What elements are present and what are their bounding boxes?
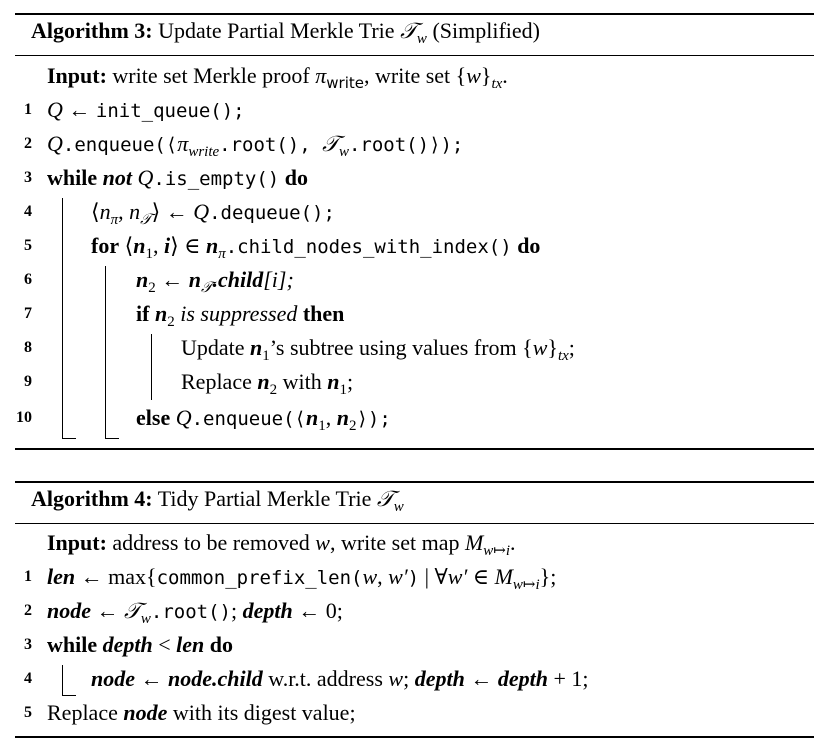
algorithm-3-line-1: 1 Q ← init_queue(); bbox=[24, 97, 245, 122]
algorithm-4-line-2: 2 node ← 𝒯$_w$.root(); depth ← 0; bbox=[24, 598, 343, 627]
algorithm-4-bottom-rule bbox=[15, 736, 814, 738]
algorithm-3-line-2: 2 $Q.enqueue(⟨\pi_{write}.root()$, 𝒯$_w$.root()⟩); bbox=[24, 131, 464, 160]
algorithm-3-label: Algorithm 3: bbox=[31, 18, 153, 43]
algorithm-3-line-8: 8 Update $n_1’s$ subtree using values from $\{w\}_{tx}$; bbox=[24, 335, 575, 364]
algorithm-4-line-1: 1 len ← max{common_prefix_len(w, w′) | ∀w′ ∈ $M_{w↦i}$}; bbox=[24, 564, 557, 593]
algorithm-3-line-4: 4 $⟨n_\pi$, $n_𝒯⟩$ ← Q.dequeue(); bbox=[24, 199, 335, 228]
algorithm-4-line-4: 4 node ← node.child w.r.t. address w; depth ← depth + 1; bbox=[24, 666, 589, 691]
if-block-bar bbox=[151, 334, 152, 400]
while-block-bar bbox=[62, 198, 63, 438]
while-block-bar-4 bbox=[62, 665, 63, 695]
algorithm-3-line-9: 9 Replace $n_2$ with $n_1$; bbox=[24, 369, 354, 398]
algorithm-3-bottom-rule bbox=[15, 448, 814, 450]
algorithm-3-input: Input: write set Merkle proof $\pi_{write}$, write set $\{w\}_{tx}$. bbox=[47, 63, 508, 92]
for-block-foot bbox=[105, 438, 119, 439]
algorithm-3-title-text: Update Partial Merkle Trie bbox=[158, 18, 395, 43]
algorithm-3-title-rule bbox=[15, 55, 814, 56]
algorithm-4-title-text: Tidy Partial Merkle Trie bbox=[157, 486, 372, 511]
algorithm-3-title: Algorithm 3: Update Partial Merkle Trie 𝒯$_w$ (Simplified) bbox=[31, 18, 540, 47]
algorithm-4-title: Algorithm 4: Tidy Partial Merkle Trie 𝒯$_w$ bbox=[31, 486, 404, 515]
algorithm-3-top-rule bbox=[15, 13, 814, 15]
algorithm-4-line-5: 5 Replace node with its digest value; bbox=[24, 700, 356, 725]
while-block-foot-4 bbox=[62, 695, 76, 696]
algorithm-4-input: Input: address to be removed w, write set map $M_{w↦i}$. bbox=[47, 530, 516, 559]
algorithm-4-line-3: 3 while depth < len do bbox=[24, 632, 234, 657]
algorithm-4-top-rule bbox=[15, 481, 814, 483]
algorithm-3-line-6: 6 $n_2$ ← $n_𝒯.child[i]$; bbox=[24, 267, 294, 296]
for-block-bar bbox=[105, 266, 106, 438]
algorithm-3-line-10: 10 else $Q.enqueue(⟨n_1$, $n_2⟩$); bbox=[16, 405, 391, 434]
algorithm-4-label: Algorithm 4: bbox=[31, 486, 153, 511]
algorithm-3-line-7: 7 if $n_2$ is suppressed then bbox=[24, 301, 345, 330]
while-block-foot bbox=[62, 438, 76, 439]
algorithm-3-line-5: 5 for $⟨n_1$, i⟩ ∈ $n_\pi.child\_nodes\_with\_index()$ do bbox=[24, 233, 541, 262]
algorithm-3-line-3: 3 while not Q.is_empty() do bbox=[24, 165, 308, 190]
algorithm-4-title-rule bbox=[15, 523, 814, 524]
